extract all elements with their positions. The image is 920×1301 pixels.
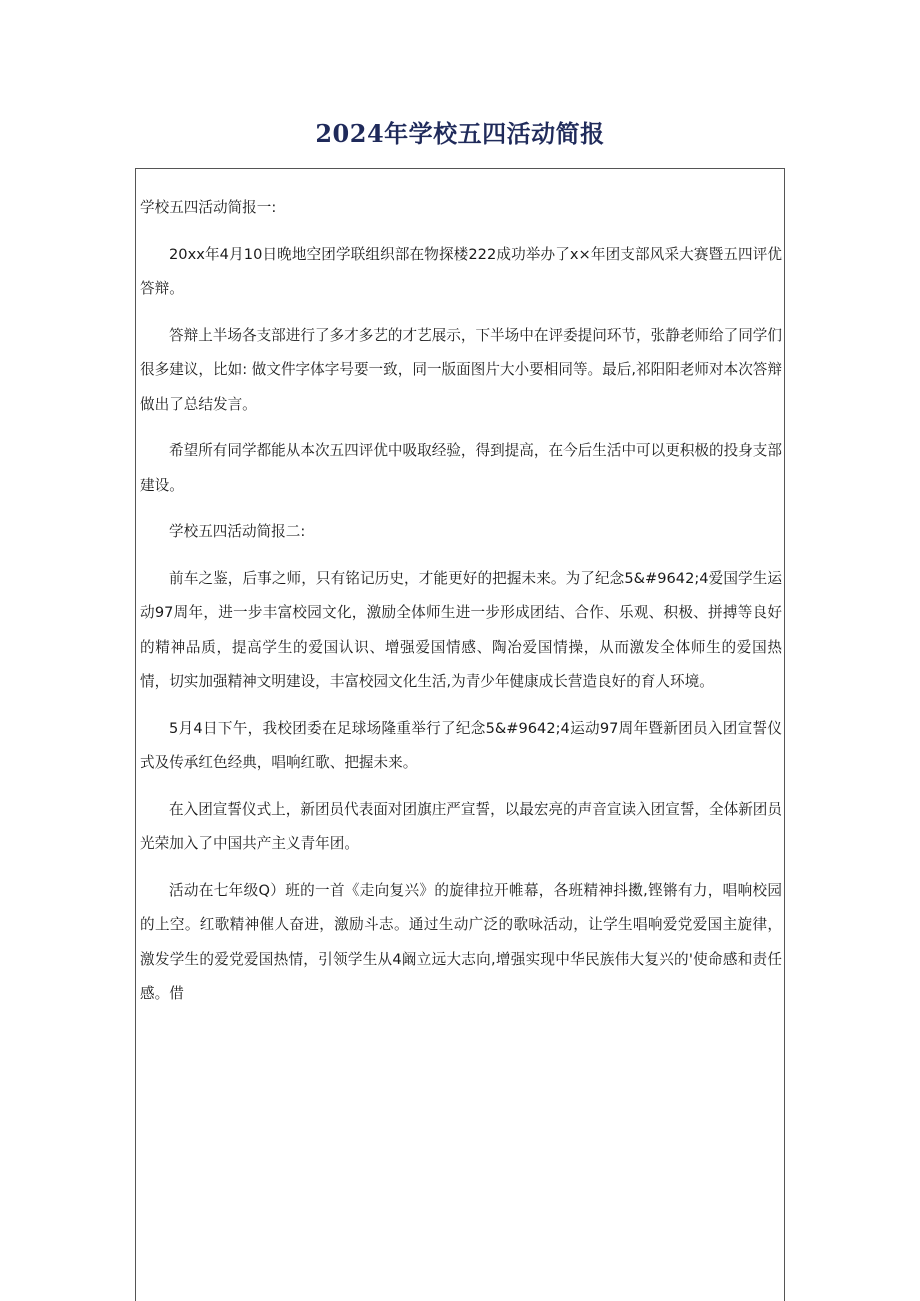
paragraph: 希望所有同学都能从本次五四评优中吸取经验，得到提高，在今后生活中可以更积极的投身支部建设。 — [140, 442, 782, 494]
section-heading-1: 学校五四活动简报一: — [140, 199, 277, 216]
section-heading-2: 学校五四活动简报二: — [169, 523, 306, 540]
paragraph: 5月4日下午，我校团委在足球场隆重举行了纪念5&#9642;4运动97周年暨新团员入团宣誓仪式及传承红色经典，唱响红歌、把握未来。 — [140, 719, 782, 771]
paragraph: 前车之鉴，后事之师，只有铭记历史，才能更好的把握未来。为了纪念5&#9642;4爱国学生运动97周年，进一步丰富校园文化，激励全体师生进一步形成团结、合作、乐观、积极、拼搏等良好的精神品质，提高学生的爱国认识、增强爱国情感、陶冶爱国情操，从而激发全体师生的爱国热情，切实加强精神文明建设，丰富校园文化生活,为青少年健康成长营造良好的育人环境。 — [140, 569, 782, 690]
paragraph: 活动在七年级Q）班的一首《走向复兴》的旋律拉开帷幕，各班精神抖擞,铿锵有力，唱响校园的上空。红歌精神催人奋进，激励斗志。通过生动广泛的歌咏活动，让学生唱响爱党爱国主旋律，激发学生的爱党爱国热情，引领学生从4阚立远大志向,增强实现中华民族伟大复兴的'使命感和责任感。借 — [140, 881, 782, 1002]
content-frame — [135, 168, 785, 1301]
page-title: 2024年学校五四活动简报 — [315, 119, 605, 148]
paragraph: 答辩上半场各支部进行了多才多艺的才艺展示，下半场中在评委提问环节，张静老师给了同学们很多建议，比如: 做文件字体字号要一致，同一版面图片大小要相同等。最后,祁阳阳老师对本次答辩做出了总结发言。 — [140, 326, 782, 413]
paragraph: 在入团宣誓仪式上，新团员代表面对团旗庄严宣誓，以最宏亮的声音宣读入团宣誓，全体新团员光荣加入了中国共产主义青年团。 — [140, 800, 782, 852]
paragraph: 20xx年4月10日晚地空团学联组织部在物探楼222成功举办了x×年团支部风采大赛暨五四评优答辩。 — [140, 245, 782, 297]
document-body — [140, 191, 782, 1024]
